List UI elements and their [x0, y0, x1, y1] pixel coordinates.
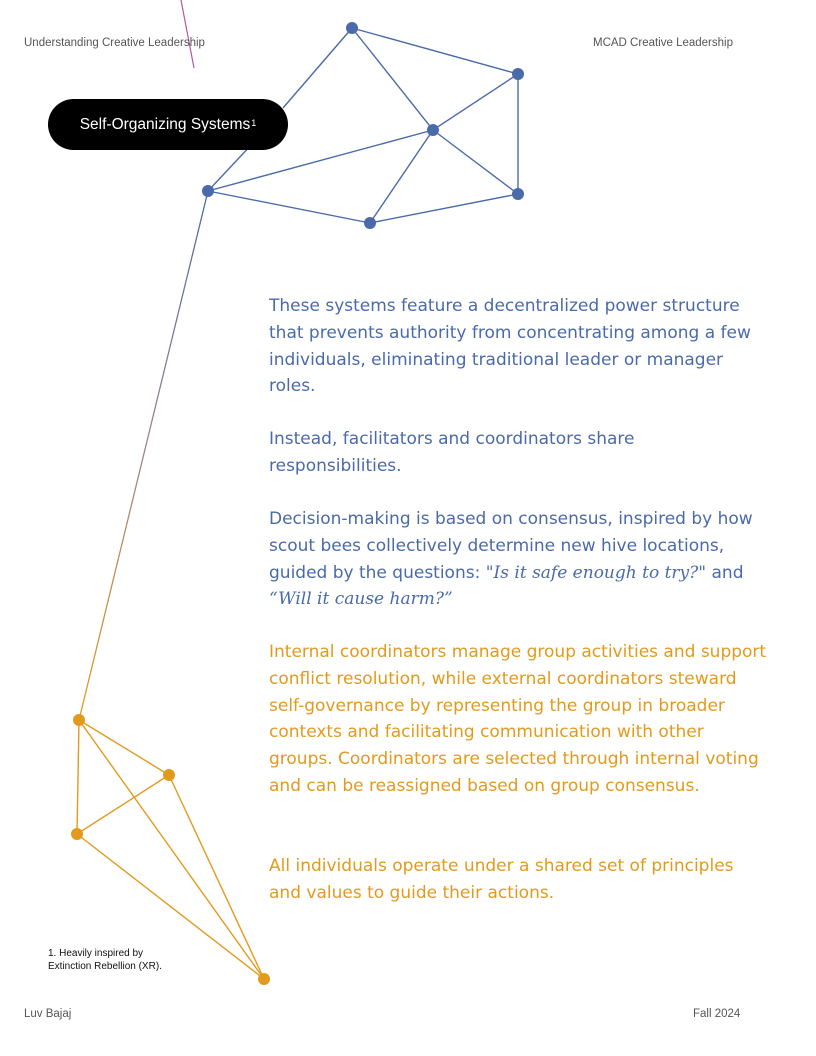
edge	[433, 130, 518, 194]
paragraph-coordinators: Internal coordinators manage group activities and support conflict resolution, while external coordinators steward self-governance by representing the group in broader contexts and facilitating communication with other groups. Coordinators are selected through internal voting and can be reassigned based on group consensus.	[269, 642, 767, 796]
decision-intro: Decision-making is based on consensus, inspired by how scout bees collectively determine new hive locations, guided by the questions:	[269, 509, 753, 583]
footer-author: Luv Bajaj	[24, 1008, 72, 1020]
node	[512, 68, 524, 80]
edge	[433, 74, 518, 130]
section-title-pill	[48, 99, 288, 150]
connector-edge	[79, 191, 208, 720]
question-harm: “Will it cause harm?”	[269, 589, 453, 610]
edge	[352, 28, 433, 130]
paragraph-facilitators: Instead, facilitators and coordinators share responsibilities.	[269, 429, 635, 476]
node	[258, 973, 270, 985]
edge	[208, 191, 370, 223]
footnote-line-2: Extinction Rebellion (XR).	[48, 961, 162, 972]
question-safe: "Is it safe enough to try?"	[485, 562, 707, 583]
edge	[352, 28, 518, 74]
edge	[77, 775, 169, 834]
paragraph-decentralized: These systems feature a decentralized power structure that prevents authority from concentrating among a few individuals, eliminating traditional leader or manager roles.	[269, 296, 751, 397]
node	[73, 714, 85, 726]
paragraph-principles: All individuals operate under a shared set of principles and values to guide their actions.	[269, 856, 734, 903]
node	[163, 769, 175, 781]
footnote	[48, 947, 162, 973]
header-right: MCAD Creative Leadership	[593, 37, 733, 49]
section-title: Self-Organizing Systems	[79, 115, 251, 133]
conjunction: and	[706, 562, 744, 583]
node	[364, 217, 376, 229]
edge	[370, 194, 518, 223]
header-left: Understanding Creative Leadership	[24, 37, 205, 49]
node	[71, 828, 83, 840]
edge	[77, 720, 79, 834]
edge	[169, 775, 264, 979]
footnote-line-1: 1. Heavily inspired by	[48, 948, 144, 959]
node	[346, 22, 358, 34]
edge	[79, 720, 169, 775]
orange-network-nodes	[71, 714, 270, 985]
node	[202, 185, 214, 197]
paragraph-decision-making	[269, 506, 769, 613]
edge	[79, 720, 264, 979]
node	[427, 124, 439, 136]
edge	[208, 143, 253, 191]
footer-term: Fall 2024	[693, 1008, 741, 1020]
node	[512, 188, 524, 200]
orange-network-edges	[77, 720, 264, 979]
purple-edge	[181, 0, 194, 68]
edge	[283, 28, 352, 108]
footnote-marker: 1	[251, 117, 257, 128]
